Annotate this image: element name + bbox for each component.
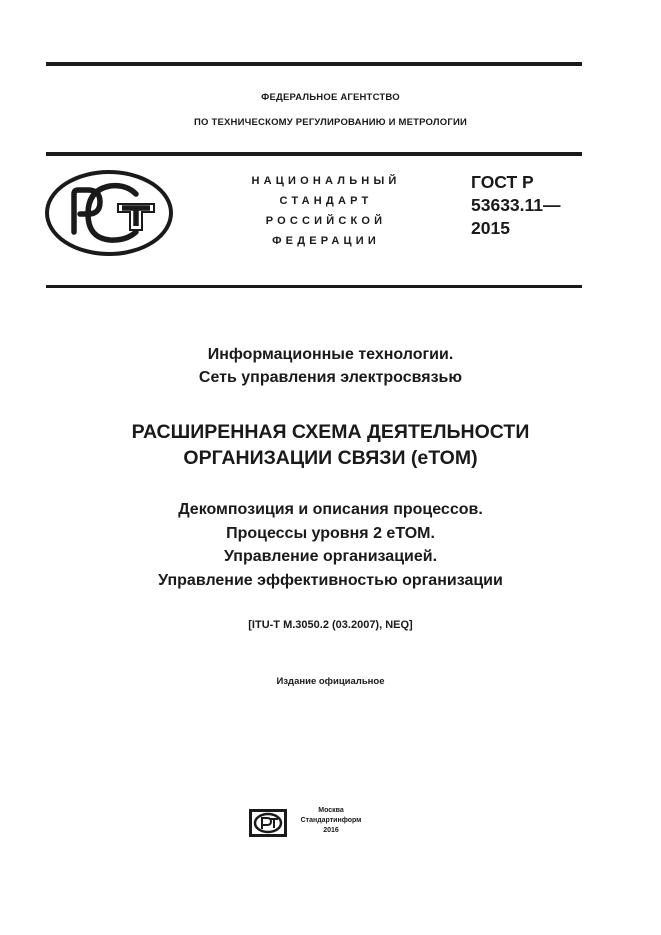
document-description [0,498,661,592]
document-title [0,419,661,471]
description-line: Процессы уровня 2 еТОМ. [226,524,435,542]
agency-name-line1: ФЕДЕРАЛЬНОЕ АГЕНТСТВО [261,92,400,103]
document-subtitle [0,343,661,389]
top-divider [46,62,582,66]
gost-number [471,171,591,240]
gost-number-line: ГОСТ Р [471,172,534,192]
publisher-year: 2016 [323,827,339,834]
national-standard-line: НАЦИОНАЛЬНЫЙ [251,175,401,187]
national-standard-line: РОССИЙСКОЙ [265,215,387,227]
description-line: Управление организацией. [223,548,438,565]
header-divider [46,152,582,156]
national-standard-label [226,171,426,251]
publisher-city: Москва [318,807,344,814]
gost-number-line: 53633.11— [471,195,561,215]
description-line: Управление эффективностью организации [158,571,503,589]
standartinform-logo-icon [248,808,288,838]
national-standard-line: СТАНДАРТ [279,195,373,207]
title-line: ОРГАНИЗАЦИИ СВЯЗИ (еТОМ) [183,447,478,469]
subtitle-line: Информационные технологии. [207,346,454,363]
edition-label: Издание официальное [276,676,385,687]
agency-name-line2: ПО ТЕХНИЧЕСКОМУ РЕГУЛИРОВАНИЮ И МЕТРОЛОГИИ [194,117,467,128]
publisher-info [293,806,369,836]
national-standard-line: ФЕДЕРАЦИИ [272,235,380,247]
subtitle-line: Сеть управления электросвязью [198,369,463,386]
publisher-name: Стандартинформ [300,817,362,824]
title-line: РАСШИРЕННАЯ СХЕМА ДЕЯТЕЛЬНОСТИ [131,421,530,443]
gost-number-line: 2015 [471,218,510,238]
header-bottom-divider [46,285,582,288]
description-line: Декомпозиция и описания процессов. [178,501,483,518]
itu-reference: [ITU-T M.3050.2 (03.2007), NEQ] [248,619,413,631]
gost-r-certification-logo-icon [44,170,174,256]
